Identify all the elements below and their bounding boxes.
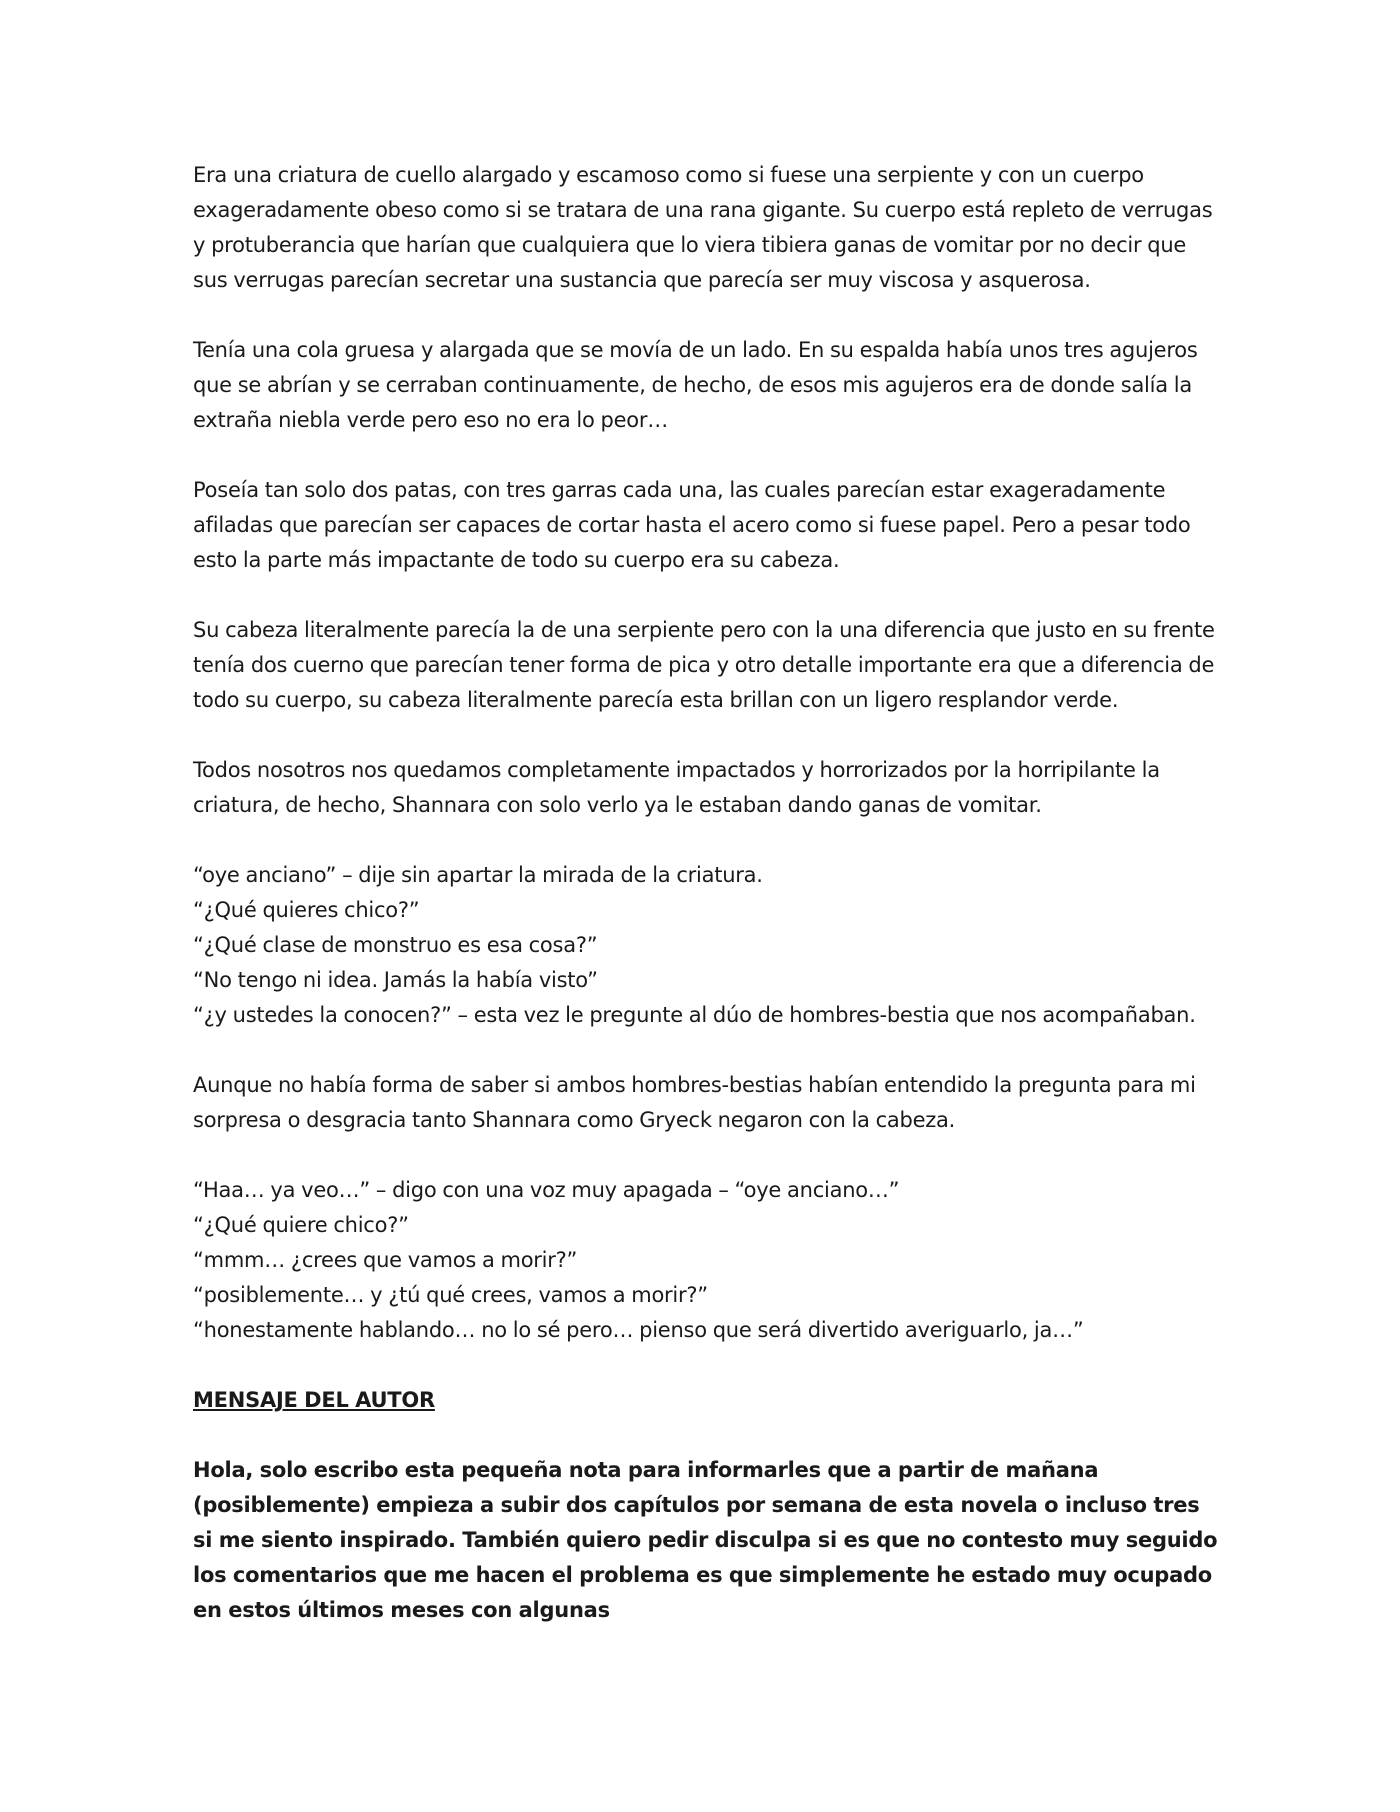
dialogue-block-1 (193, 858, 1223, 1033)
author-note-text: Hola, solo escribo esta pequeña nota para informarles que a partir de mañana (posiblemente) empieza a subir dos capítulos por semana de esta novela o incluso tres si me siento inspirado. También quiero pedir disculpa si es que no contesto muy seguido los comentarios que me hacen el problema es que simplemente he estado muy ocupado en estos últimos meses con algunas (193, 1458, 1218, 1622)
dialogue-line: “oye anciano” – dije sin apartar la mirada de la criatura. (193, 863, 763, 887)
author-note-heading: MENSAJE DEL AUTOR (193, 1388, 435, 1412)
dialogue-line: “¿Qué clase de monstruo es esa cosa?” (193, 933, 598, 957)
dialogue-block-2 (193, 1173, 1223, 1348)
dialogue-line: “¿Qué quieres chico?” (193, 898, 420, 922)
dialogue-line: “¿Qué quiere chico?” (193, 1213, 409, 1237)
page-body (193, 158, 1223, 1628)
story-paragraph-5: Todos nosotros nos quedamos completamente impactados y horrorizados por la horripilante la criatura, de hecho, Shannara con solo verlo ya le estaban dando ganas de vomitar. (193, 758, 1160, 817)
story-paragraph-6: Aunque no había forma de saber si ambos hombres-bestias habían entendido la pregunta para mi sorpresa o desgracia tanto Shannara como Gryeck negaron con la cabeza. (193, 1073, 1196, 1132)
dialogue-line: “posiblemente… y ¿tú qué crees, vamos a morir?” (193, 1283, 708, 1307)
story-paragraph-4: Su cabeza literalmente parecía la de una serpiente pero con la una diferencia que justo en su frente tenía dos cuerno que parecían tener forma de pica y otro detalle importante era que a diferencia de todo su cuerpo, su cabeza literalmente parecía esta brillan con un ligero resplandor verde. (193, 618, 1215, 712)
dialogue-line: “honestamente hablando… no lo sé pero… pienso que será divertido averiguarlo, ja…” (193, 1318, 1084, 1342)
dialogue-line: “¿y ustedes la conocen?” – esta vez le pregunte al dúo de hombres-bestia que nos acompañaban. (193, 1003, 1196, 1027)
dialogue-line: “No tengo ni idea. Jamás la había visto” (193, 968, 598, 992)
dialogue-line: “mmm… ¿crees que vamos a morir?” (193, 1248, 578, 1272)
dialogue-line: “Haa… ya veo…” – digo con una voz muy apagada – “oye anciano…” (193, 1178, 900, 1202)
story-paragraph-3: Poseía tan solo dos patas, con tres garras cada una, las cuales parecían estar exageradamente afiladas que parecían ser capaces de cortar hasta el acero como si fuese papel. Pero a pesar todo esto la parte más impactante de todo su cuerpo era su cabeza. (193, 478, 1191, 572)
story-paragraph-2: Tenía una cola gruesa y alargada que se movía de un lado. En su espalda había unos tres agujeros que se abrían y se cerraban continuamente, de hecho, de esos mis agujeros era de donde salía la extraña niebla verde pero eso no era lo peor… (193, 338, 1198, 432)
story-paragraph-1: Era una criatura de cuello alargado y escamoso como si fuese una serpiente y con un cuerpo exageradamente obeso como si se tratara de una rana gigante. Su cuerpo está repleto de verrugas y protuberancia que harían que cualquiera que lo viera tibiera ganas de vomitar por no decir que sus verrugas parecían secretar una sustancia que parecía ser muy viscosa y asquerosa. (193, 163, 1213, 292)
